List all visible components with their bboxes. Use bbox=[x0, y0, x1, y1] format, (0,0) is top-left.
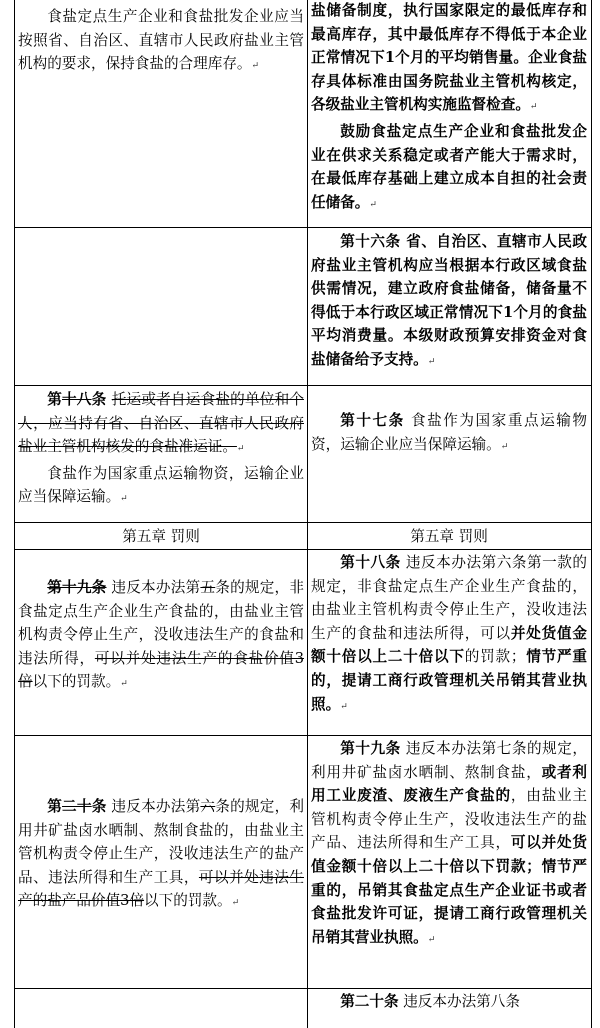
table-border-left bbox=[14, 0, 15, 1028]
paragraph-mark: ↵ bbox=[427, 934, 436, 945]
text-run: 条的规定，利用井矿盐卤水晒制、熬制食盐的，由盐业主管机构责令停止生产，没收违法生产的盐产品、违法所得和生产工具， bbox=[18, 798, 304, 886]
column-divider bbox=[307, 0, 308, 1028]
paragraph bbox=[311, 120, 587, 217]
table-border-right bbox=[591, 0, 592, 1028]
chapter-title: 第五章 罚则 bbox=[410, 528, 488, 545]
text-run: 第 bbox=[47, 391, 62, 408]
text-run: 违反本办法第六条第一款的规定，非食盐定点生产企业生产食盐的，由盐业主管机构责令停止生产，没收违法生产的食盐和违法所得，可以 bbox=[311, 554, 587, 642]
paragraph-mark: ↵ bbox=[120, 679, 128, 690]
text-run: 食盐作为国家重点运输物资，运输企业应当保障运输。 bbox=[18, 464, 304, 506]
paragraph-mark: ↵ bbox=[369, 199, 377, 210]
text-run: 第十九条 bbox=[47, 579, 107, 596]
text-run: 五 bbox=[200, 579, 216, 596]
text-run: 第十七条 bbox=[340, 412, 405, 429]
row-4-left bbox=[18, 576, 304, 733]
text-run: 第 bbox=[47, 798, 63, 815]
row-divider bbox=[14, 988, 592, 989]
row-divider bbox=[14, 522, 592, 523]
text-run: 情节严重的，提请工商行政管理机关吊销其营业执照。 bbox=[311, 648, 587, 713]
chapter-header-left bbox=[18, 525, 304, 548]
row-divider bbox=[14, 735, 592, 736]
text-run: ，由盐业主管机构责令停止生产，没收违法生产的盐产品、违法所得和生产工具， bbox=[311, 787, 587, 852]
text-run: 并处货值金额十倍以上二十倍以下 bbox=[311, 624, 587, 666]
row-6-right bbox=[311, 990, 587, 1020]
row-0-left bbox=[18, 5, 304, 225]
paragraph-mark: ↵ bbox=[340, 701, 348, 712]
text-run: 违反本办法第八条 bbox=[398, 993, 520, 1010]
paragraph bbox=[311, 737, 587, 952]
text-run: 可以并处违法生产的盐产品价值3倍 bbox=[18, 868, 304, 910]
row-2-left bbox=[18, 388, 304, 520]
row-1-right bbox=[311, 230, 587, 383]
text-run: 第二十条 bbox=[340, 993, 399, 1010]
row-divider bbox=[14, 227, 592, 228]
chapter-title: 第五章 罚则 bbox=[122, 528, 200, 545]
text-run: 或者利用工业废渣、废液生产食盐的 bbox=[311, 763, 587, 805]
text-run: 第十八条 bbox=[340, 554, 401, 571]
text-run: 条 bbox=[91, 798, 107, 815]
text-run: 的罚款； bbox=[464, 648, 526, 666]
text-run: 第十九条 bbox=[340, 740, 401, 757]
text-run: 二十 bbox=[62, 798, 92, 815]
text-run: 条 bbox=[91, 391, 112, 408]
paragraph bbox=[18, 795, 304, 916]
text-run: 可以并处违法生产的食盐价值3倍 bbox=[18, 649, 304, 691]
paragraph-mark: ↵ bbox=[500, 441, 509, 452]
row-divider bbox=[14, 385, 592, 386]
text-run: 第十六条 省、自治区、直辖市人民政府盐业主管机构应当根据本行政区域食盐供需情况，建立政府食盐储备，储备量不得低于本行政区域正常情况下1个月的食盐平均消费量。本级财政预算安排资金对食盐储备给予支持。 bbox=[311, 233, 587, 368]
paragraph-mark: ↵ bbox=[236, 444, 245, 455]
text-run: 条的规定，非食盐定点生产企业生产食盐的，由盐业主管机构责令停止生产，没收违法生产的食盐和违法所得， bbox=[18, 579, 304, 667]
paragraph bbox=[311, 409, 587, 459]
text-run: 违反本办法第 bbox=[106, 579, 201, 596]
comparison-table bbox=[14, 0, 592, 1028]
text-run: 可以并处货值金额十倍以上二十倍以下罚款；情节严重的，吊销其食盐定点生产企业证书或者食盐批发许可证，提请工商行政管理机关吊销其营业执照。 bbox=[311, 834, 587, 946]
row-5-right bbox=[311, 737, 587, 987]
paragraph bbox=[311, 990, 587, 1014]
text-run: 十八 bbox=[62, 391, 92, 408]
paragraph bbox=[18, 5, 304, 79]
chapter-header-right bbox=[311, 525, 587, 548]
row-4-right bbox=[311, 551, 587, 733]
paragraph bbox=[18, 462, 304, 512]
row-0-right bbox=[311, 0, 587, 225]
text-run: 违反本办法第 bbox=[106, 798, 201, 815]
paragraph bbox=[311, 0, 587, 120]
text-run: 托运或者自运食盐的单位和个人，应当持有省、自治区、直辖市人民政府盐业主管机构核发的食盐准运证。 bbox=[18, 391, 304, 456]
text-run: 食盐定点生产企业和食盐批发企业应当按照省、自治区、直辖市人民政府盐业主管机构的要求，保持食盐的合理库存。 bbox=[18, 8, 304, 73]
paragraph bbox=[18, 388, 304, 462]
text-run: 盐储备制度，执行国家限定的最低库存和最高库存，其中最低库存不得低于本企业正常情况下1个月的平均销售量。企业食盐存具体标准由国务院盐业主管机构核定，各级盐业主管机构实施监督检查。 bbox=[311, 2, 587, 114]
text-run: 以下的罚款。 bbox=[144, 892, 232, 910]
paragraph-mark: ↵ bbox=[427, 356, 436, 367]
text-run: 六 bbox=[200, 798, 216, 815]
paragraph bbox=[311, 551, 587, 719]
paragraph-mark: ↵ bbox=[529, 102, 538, 113]
paragraph-mark: ↵ bbox=[231, 898, 240, 909]
paragraph bbox=[311, 230, 587, 375]
text-run: 以下的罚款。 bbox=[32, 673, 121, 691]
row-5-left bbox=[18, 795, 304, 985]
paragraph bbox=[18, 576, 304, 697]
row-2-right bbox=[311, 409, 587, 519]
row-divider bbox=[14, 549, 592, 550]
paragraph-mark: ↵ bbox=[251, 61, 260, 72]
text-run: 食盐作为国家重点运输物资，运输企业应当保障运输。 bbox=[311, 412, 587, 453]
text-run: 鼓励食盐定点生产企业和食盐批发企业在供求关系稳定或者产能大于需求时，在最低库存基础上建立成本自担的社会责任储备。 bbox=[311, 122, 587, 211]
paragraph-mark: ↵ bbox=[120, 494, 128, 505]
text-run: 违反本办法第七条的规定，利用井矿盐卤水晒制、熬制食盐， bbox=[311, 740, 587, 781]
